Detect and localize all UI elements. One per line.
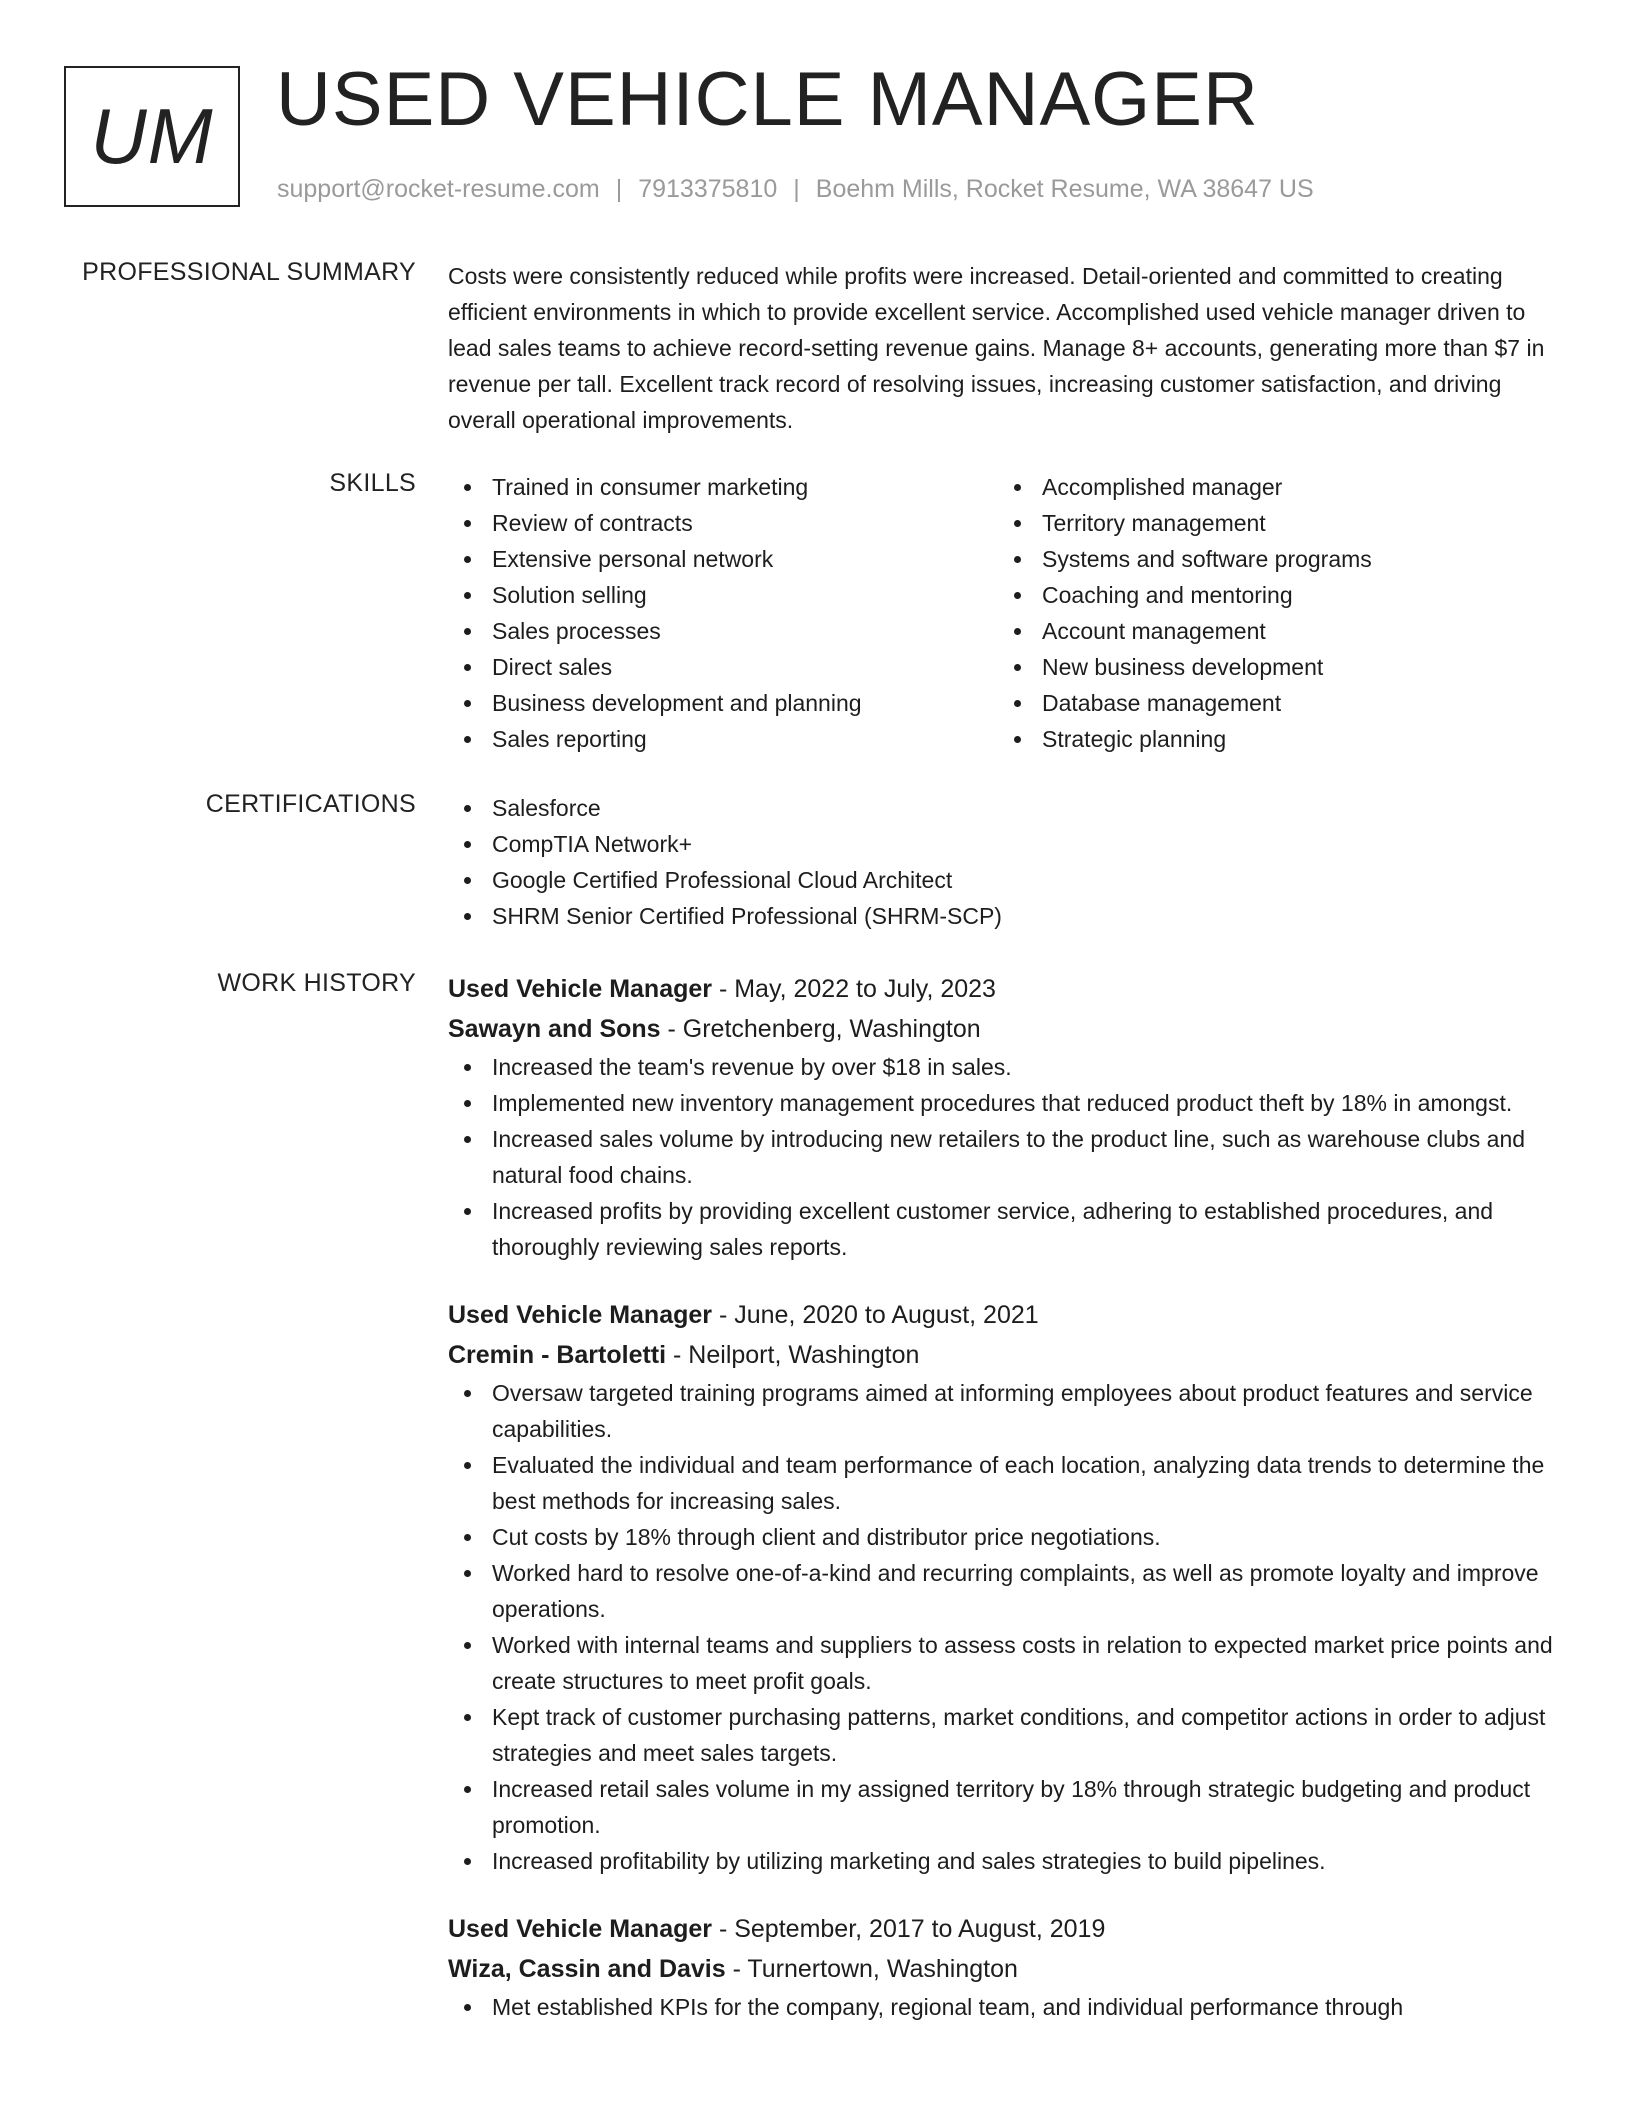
job-bullet: Increased profits by providing excellent customer service, adhering to established procedures, and thoroughly reviewing sales reports. [448, 1193, 1566, 1265]
skill-item: Accomplished manager [998, 469, 1548, 505]
job-company: Sawayn and Sons [448, 1015, 661, 1043]
section-title: PROFESSIONAL SUMMARY [82, 258, 416, 286]
job-bullet: Cut costs by 18% through client and distributor price negotiations. [448, 1519, 1566, 1555]
contact-email[interactable]: support@rocket-resume.com [277, 175, 600, 203]
job-location: - Gretchenberg, Washington [660, 1015, 981, 1043]
skill-item: Review of contracts [448, 505, 998, 541]
skill-item: Strategic planning [998, 721, 1548, 757]
job-bullets [448, 1375, 1566, 1879]
certification-item: SHRM Senior Certified Professional (SHRM-SCP) [448, 898, 1566, 934]
job-bullet: Kept track of customer purchasing patterns, market conditions, and competitor actions in order to adjust strategies and meet sales targets. [448, 1699, 1566, 1771]
job-bullet: Worked with internal teams and suppliers to assess costs in relation to expected market price points and create structures to meet profit goals. [448, 1627, 1566, 1699]
job-bullet: Increased retail sales volume in my assigned territory by 18% through strategic budgeting and product promotion. [448, 1771, 1566, 1843]
contact-separator: | [615, 175, 623, 203]
job-bullet: Increased the team's revenue by over $18 in sales. [448, 1049, 1566, 1085]
contact-address: Boehm Mills, Rocket Resume, WA 38647 US [815, 175, 1314, 203]
job-bullet: Implemented new inventory management procedures that reduced product theft by 18% in amongst. [448, 1085, 1566, 1121]
skill-item: Sales reporting [448, 721, 998, 757]
resume-title: USED VEHICLE MANAGER [276, 57, 1259, 142]
contact-line [277, 175, 1314, 204]
certification-item: Salesforce [448, 790, 1566, 826]
certifications-list [448, 790, 1566, 934]
skill-item: Business development and planning [448, 685, 998, 721]
job-role: Used Vehicle Manager [448, 975, 713, 1003]
summary-body [448, 258, 1566, 438]
job-dates: - June, 2020 to August, 2021 [712, 1301, 1039, 1329]
certification-item: CompTIA Network+ [448, 826, 1566, 862]
job-location: - Neilport, Washington [666, 1341, 920, 1369]
job-bullet: Worked hard to resolve one-of-a-kind and recurring complaints, as well as promote loyalty and improve operations. [448, 1555, 1566, 1627]
monogram-initials: UM [90, 92, 214, 180]
job-entry [448, 1295, 1566, 1879]
skill-item: Account management [998, 613, 1548, 649]
contact-separator: | [793, 175, 800, 203]
monogram-box [64, 66, 240, 207]
job-bullets [448, 1049, 1566, 1265]
skill-item: Solution selling [448, 577, 998, 613]
section-title: CERTIFICATIONS [205, 790, 416, 818]
job-title-line [448, 1295, 1566, 1335]
job-entry [448, 969, 1566, 1265]
contact-phone[interactable]: 7913375810 [638, 175, 778, 203]
job-bullet: Evaluated the individual and team performance of each location, analyzing data trends to determine the best methods for increasing sales. [448, 1447, 1566, 1519]
job-role: Used Vehicle Manager [448, 1301, 713, 1329]
skill-item: Direct sales [448, 649, 998, 685]
job-company-line [448, 1009, 1566, 1049]
skills-grid [448, 469, 1566, 757]
job-entry [448, 1909, 1566, 2025]
job-bullet: Oversaw targeted training programs aimed at informing employees about product features and service capabilities. [448, 1375, 1566, 1447]
skill-item: Sales processes [448, 613, 998, 649]
job-dates: - September, 2017 to August, 2019 [712, 1915, 1106, 1943]
section-title: WORK HISTORY [217, 969, 416, 997]
job-bullets [448, 1989, 1566, 2025]
skill-item: Territory management [998, 505, 1548, 541]
job-location: - Turnertown, Washington [725, 1955, 1018, 1983]
job-dates: - May, 2022 to July, 2023 [712, 975, 996, 1003]
job-bullet: Increased profitability by utilizing marketing and sales strategies to build pipelines. [448, 1843, 1566, 1879]
job-bullet: Increased sales volume by introducing new retailers to the product line, such as warehouse clubs and natural food chains. [448, 1121, 1566, 1193]
job-title-line [448, 969, 1566, 1009]
skill-item: New business development [998, 649, 1548, 685]
work-history-body [448, 969, 1566, 2025]
job-bullet: Met established KPIs for the company, regional team, and individual performance through [448, 1989, 1566, 2025]
skill-item: Database management [998, 685, 1548, 721]
skills-list-left [448, 469, 998, 757]
certification-item: Google Certified Professional Cloud Architect [448, 862, 1566, 898]
section-title: SKILLS [329, 469, 416, 497]
skill-item: Extensive personal network [448, 541, 998, 577]
skill-item: Systems and software programs [998, 541, 1548, 577]
job-company-line [448, 1949, 1566, 1989]
skill-item: Coaching and mentoring [998, 577, 1548, 613]
job-title-line [448, 1909, 1566, 1949]
certifications-body [448, 790, 1566, 934]
job-company: Wiza, Cassin and Davis [448, 1955, 726, 1983]
skill-item: Trained in consumer marketing [448, 469, 998, 505]
job-company: Cremin - Bartoletti [448, 1341, 667, 1369]
job-company-line [448, 1335, 1566, 1375]
summary-text: Costs were consistently reduced while profits were increased. Detail-oriented and committed to creating efficient environments in which to provide excellent service. Accomplished used vehicle manager driven to lead sales teams to achieve record-setting revenue gains. Manage 8+ accounts, generating more than $7 in revenue per tall. Excellent track record of resolving issues, increasing customer satisfaction, and driving overall operational improvements. [448, 263, 1545, 433]
skills-list-right [998, 469, 1548, 757]
job-role: Used Vehicle Manager [448, 1915, 713, 1943]
